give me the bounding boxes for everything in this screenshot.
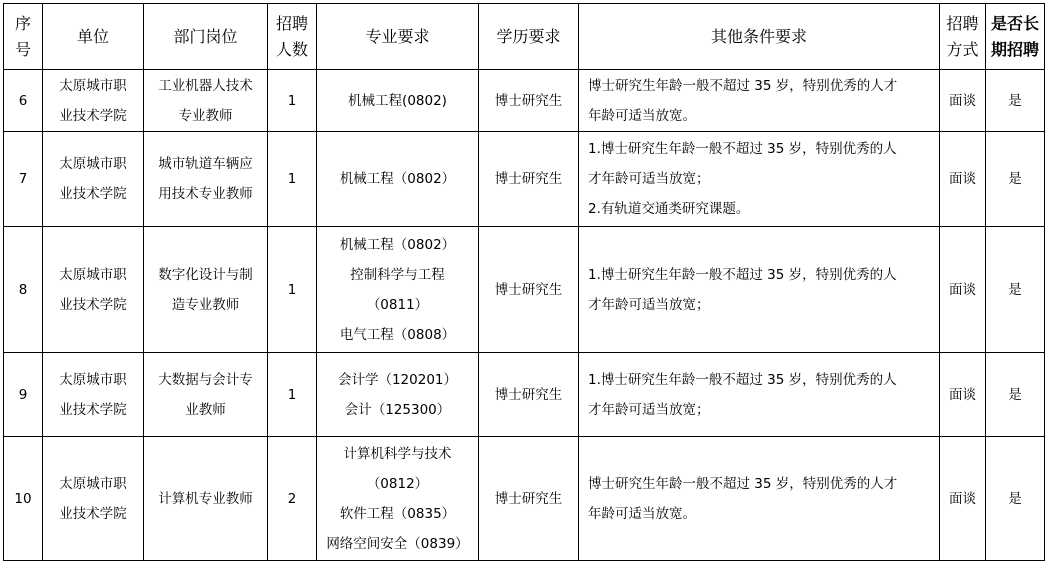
cell-major-line: （0811） (366, 296, 429, 313)
cell-seq: 7 (4, 132, 43, 227)
cell-post-line: 大数据与会计专 (158, 371, 253, 388)
cell-post-line: 专业教师 (178, 107, 233, 124)
cell-other (579, 437, 940, 561)
header-count-line: 招聘 (275, 13, 308, 33)
cell-unit-line: 业技术学院 (59, 401, 127, 418)
cell-other-line: 1.博士研究生年龄一般不超过 35 岁，特别优秀的人 (588, 141, 897, 157)
cell-unit (43, 353, 144, 437)
cell-edu: 博士研究生 (479, 227, 579, 353)
cell-unit-line: 太原城市职 (59, 266, 127, 283)
header-method-line: 招聘 (946, 13, 979, 33)
table-row (4, 70, 1045, 132)
cell-post (144, 353, 268, 437)
cell-other-line: 才年龄可适当放宽； (588, 296, 710, 313)
cell-post (144, 70, 268, 132)
cell-edu: 博士研究生 (479, 70, 579, 132)
cell-major (317, 70, 479, 132)
cell-other (579, 353, 940, 437)
header-longterm-line: 是否长 (990, 13, 1039, 33)
cell-other-line: 1.博士研究生年龄一般不超过 35 岁，特别优秀的人 (588, 266, 897, 283)
cell-post (144, 132, 268, 227)
cell-post-line: 计算机专业教师 (158, 490, 253, 507)
cell-major (317, 132, 479, 227)
cell-major (317, 227, 479, 353)
cell-other (579, 227, 940, 353)
cell-post-line: 城市轨道车辆应 (158, 156, 253, 172)
table-row (4, 437, 1045, 561)
header-post: 部门岗位 (144, 4, 268, 70)
cell-longterm: 是 (986, 227, 1045, 353)
cell-post-line: 工业机器人技术 (158, 77, 253, 94)
cell-seq: 8 (4, 227, 43, 353)
cell-major-line: （0812） (366, 475, 429, 492)
cell-unit (43, 227, 144, 353)
cell-longterm: 是 (986, 437, 1045, 561)
header-unit: 单位 (43, 4, 144, 70)
header-count (268, 4, 317, 70)
cell-unit-line: 业技术学院 (59, 107, 127, 124)
cell-major-line: 控制科学与工程 (350, 266, 445, 283)
cell-longterm: 是 (986, 132, 1045, 227)
cell-other-line: 才年龄可适当放宽； (588, 171, 710, 187)
cell-count: 2 (268, 437, 317, 561)
cell-count: 1 (268, 132, 317, 227)
cell-method: 面谈 (940, 227, 986, 353)
cell-unit-line: 太原城市职 (59, 156, 127, 172)
cell-other-line: 博士研究生年龄一般不超过 35 岁，特别优秀的人才 (588, 77, 898, 94)
cell-other-line: 年龄可适当放宽。 (588, 107, 696, 124)
cell-major-line: 电气工程（0808） (339, 326, 456, 343)
cell-other-line: 年龄可适当放宽。 (588, 505, 696, 522)
header-seq: 序号 (4, 4, 43, 70)
cell-other-line: 才年龄可适当放宽； (588, 401, 710, 418)
header-major: 专业要求 (317, 4, 479, 70)
header-count-line: 人数 (275, 39, 308, 59)
cell-unit-line: 业技术学院 (59, 505, 127, 522)
header-row (4, 4, 1045, 70)
cell-longterm: 是 (986, 70, 1045, 132)
header-edu: 学历要求 (479, 4, 579, 70)
cell-major-line: 软件工程（0835） (339, 505, 456, 522)
table-row (4, 227, 1045, 353)
cell-count: 1 (268, 70, 317, 132)
cell-unit-line: 业技术学院 (59, 296, 127, 313)
cell-post-line: 业教师 (185, 401, 226, 418)
cell-major-line: 机械工程（0802） (339, 236, 456, 253)
cell-seq: 6 (4, 70, 43, 132)
cell-unit (43, 70, 144, 132)
cell-edu: 博士研究生 (479, 353, 579, 437)
cell-major-line: 网络空间安全（0839） (326, 535, 469, 552)
header-method-line: 方式 (946, 39, 979, 59)
cell-unit-line: 太原城市职 (59, 371, 127, 388)
cell-seq: 9 (4, 353, 43, 437)
cell-edu: 博士研究生 (479, 132, 579, 227)
cell-unit-line: 太原城市职 (59, 77, 127, 94)
cell-post-line: 造专业教师 (171, 296, 240, 313)
cell-seq: 10 (4, 437, 43, 561)
cell-unit-line: 太原城市职 (59, 475, 127, 492)
cell-count: 1 (268, 353, 317, 437)
cell-edu: 博士研究生 (479, 437, 579, 561)
table-row (4, 353, 1045, 437)
cell-count: 1 (268, 227, 317, 353)
cell-post-line: 数字化设计与制 (158, 266, 253, 283)
cell-other-line: 1.博士研究生年龄一般不超过 35 岁，特别优秀的人 (588, 371, 897, 388)
cell-major-line: 会计学（120201） (337, 371, 458, 388)
cell-unit (43, 437, 144, 561)
cell-other (579, 132, 940, 227)
cell-other-line: 2.有轨道交通类研究课题。 (588, 201, 750, 217)
cell-major (317, 353, 479, 437)
cell-method: 面谈 (940, 132, 986, 227)
cell-post (144, 227, 268, 353)
cell-post (144, 437, 268, 561)
header-method (940, 4, 986, 70)
cell-method: 面谈 (940, 70, 986, 132)
cell-other (579, 70, 940, 132)
cell-major-line: 会计（125300） (344, 401, 451, 418)
header-longterm (986, 4, 1045, 70)
cell-major-line: 计算机科学与技术 (343, 445, 452, 462)
cell-method: 面谈 (940, 437, 986, 561)
cell-unit-line: 业技术学院 (59, 186, 127, 202)
header-other: 其他条件要求 (579, 4, 940, 70)
cell-post-line: 用技术专业教师 (158, 186, 253, 202)
cell-major-line: 机械工程(0802) (348, 92, 447, 109)
cell-other-line: 博士研究生年龄一般不超过 35 岁，特别优秀的人才 (588, 475, 898, 492)
cell-method: 面谈 (940, 353, 986, 437)
recruitment-table (3, 3, 1045, 561)
table-row (4, 132, 1045, 227)
cell-longterm: 是 (986, 353, 1045, 437)
cell-major-line: 机械工程（0802） (339, 171, 456, 187)
cell-unit (43, 132, 144, 227)
cell-major (317, 437, 479, 561)
header-longterm-line: 期招聘 (990, 39, 1039, 59)
